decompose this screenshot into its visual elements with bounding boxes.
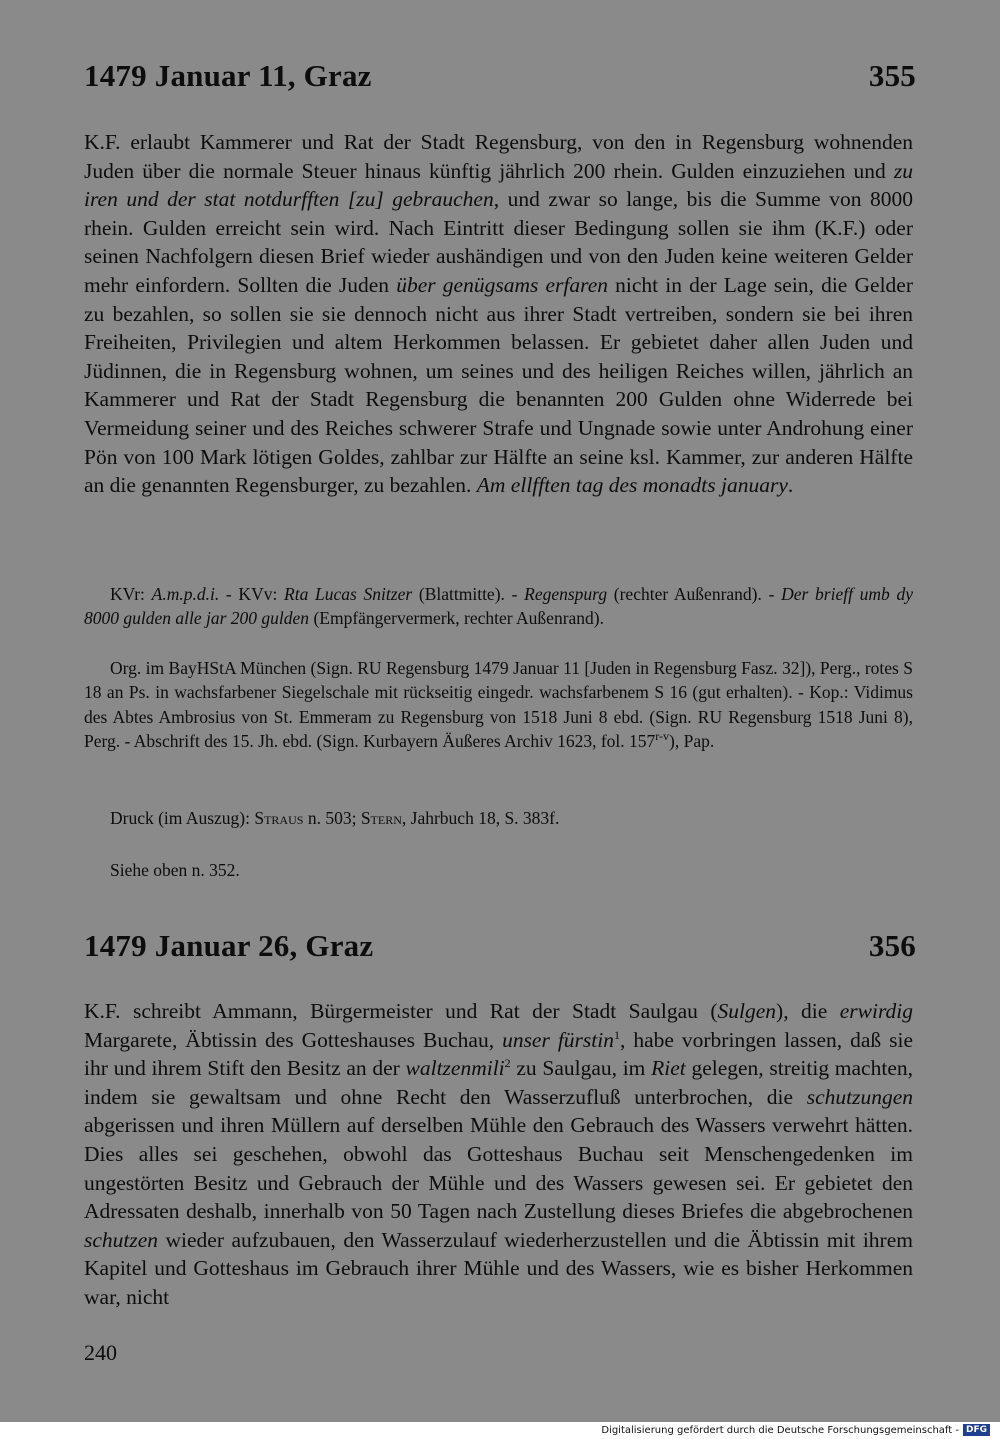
entry-355-number: 355: [868, 58, 916, 93]
entry-355-print-note: Druck (im Auszug): Straus n. 503; Stern, Jahrbuch 18, S. 383f.: [110, 808, 560, 828]
entry-355-endorsement-note: KVr: A.m.p.d.i. - KVv: Rta Lucas Snitzer (Blattmitte). - Regenspurg (rechter Außenrand). - Der brieff umb dy 8000 gulden alle jar 200 gulden (Empfängervermerk, rechter Außenrand).: [84, 584, 913, 629]
entry-356-regest: K.F. schreibt Ammann, Bürgermeister und Rat der Stadt Saulgau (Sulgen), die erwirdig Margarete, Äbtissin des Gotteshauses Buchau, unser fürstin$^1$, habe vorbringen lassen, daß sie ihr und ihrem Stift den Besitz an der waltzenmili$^2$ zu Saulgau, im Riet gelegen, streitig machten, indem sie gewaltsam und ohne Recht den Wasserzufluß unterbrochen, die schutzungen abgerissen und ihren Müllern auf derselben Mühle den Gebrauch des Wassers verwehrt hätten. Dies alles sei geschehen, obwohl das Gotteshaus Buchau seit Menschengedenken im ungestörten Besitz und Gebrauch der Mühle und des Wassers gewesen sei. Er gebietet den Adressaten deshalb, innerhalb von 50 Tagen nach Zustellung dieses Briefes die abgebrochenen schutzen wieder aufzubauen, den Wasserzulauf wiederherzustellen und die Äbtissin mit ihrem Kapitel und Gotteshaus im Gebrauch ihrer Mühle und des Wassers, wie es bisher Herkommen war, nicht: [84, 999, 914, 1309]
dfg-logo: DFG: [963, 1424, 990, 1436]
footer-credit: [601, 1424, 990, 1436]
entry-355-reference-note: Siehe oben n. 352.: [110, 860, 240, 880]
entry-355-date: 1479 Januar 11, Graz: [84, 58, 372, 93]
entry-355-source-note: Org. im BayHStA München (Sign. RU Regensburg 1479 Januar 11 [Juden in Regensburg Fasz. 32]), Perg., rotes S 18 an Ps. in wachsfarbener Siegelschale mit rückseitig eingedr. wachsfarbenem S 16 (gut erhalten). - Kop.: Vidimus des Abtes Ambrosius von St. Emmeram zu Regensburg von 1518 Juni 8 ebd. (Sign. RU Regensburg 1518 Juni 8), Perg. - Abschrift des 15. Jh. ebd. (Sign. Kurbayern Äußeres Archiv 1623, fol. 157$^{r-v}$), Pap.: [84, 658, 913, 752]
footer-text: Digitalisierung gefördert durch die Deutsche Forschungsgemeinschaft -: [601, 1424, 959, 1436]
entry-355-regest: K.F. erlaubt Kammerer und Rat der Stadt Regensburg, von den in Regensburg wohnenden Juden über die normale Steuer hinaus künftig jährlich 200 rhein. Gulden einzuziehen und zu iren und der stat notdurfften [zu] gebrauchen, und zwar so lange, bis die Summe von 8000 rhein. Gulden erreicht sein wird. Nach Eintritt dieser Bedingung sollen sie ihm (K.F.) oder seinen Nachfolgern diesen Brief wieder aushändigen und von den Juden keine weiteren Gelder mehr einfordern. Sollten die Juden über genügsams erfaren nicht in der Lage sein, die Gelder zu bezahlen, so sollen sie sie dennoch nicht aus ihrer Stadt vertreiben, sondern sie bei ihren Freiheiten, Privilegien und altem Herkommen belassen. Er gebietet daher allen Juden und Jüdinnen, die in Regensburg wohnen, um seines und des heiligen Reiches willen, jährlich an Kammerer und Rat der Stadt Regensburg die benannten 200 Gulden ohne Widerrede bei Vermeidung seiner und des Reiches schwerer Strafe und Ungnade sowie unter Androhung einer Pön von 100 Mark lötigen Goldes, zahlbar zur Hälfte an seine ksl. Kammer, zur anderen Hälfte an die genannten Regensburger, zu bezahlen. Am ellfften tag des monadts january.: [84, 130, 913, 498]
entry-356-date: 1479 Januar 26, Graz: [84, 928, 374, 963]
entry-356-number: 356: [868, 928, 916, 963]
entry-356-heading: [84, 928, 916, 964]
entry-355-heading: [84, 58, 916, 94]
page-number: 240: [84, 1340, 117, 1365]
